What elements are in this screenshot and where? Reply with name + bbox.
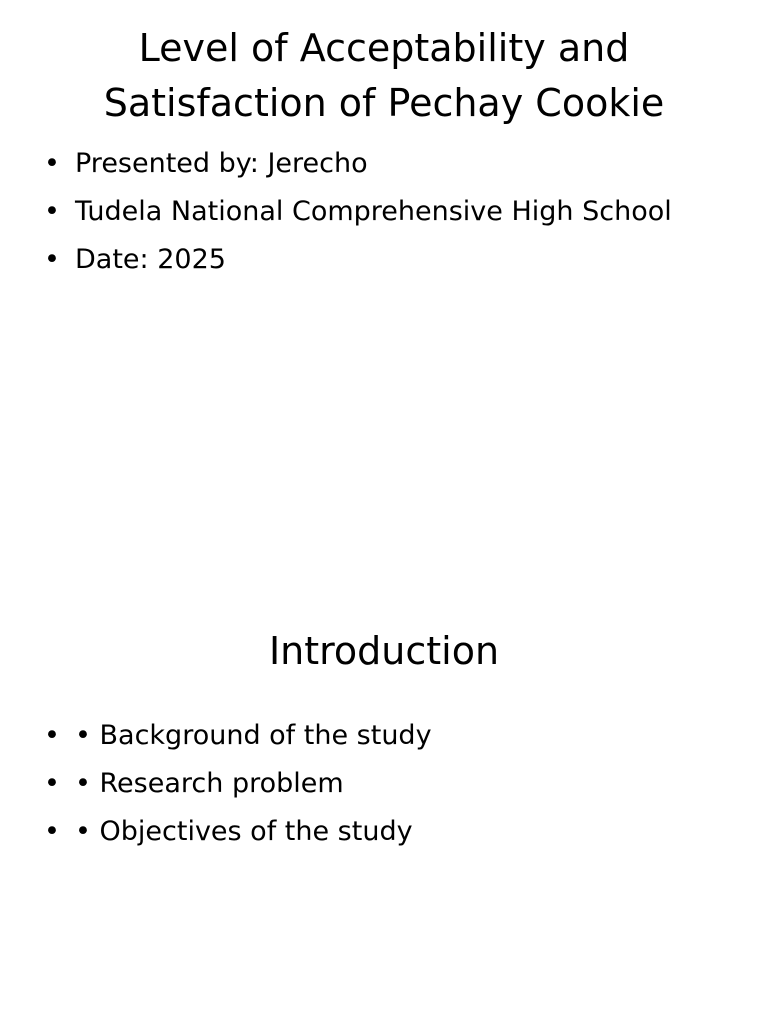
bullet-item-research-problem xyxy=(44,760,744,808)
bullet-text: Tudela National Comprehensive High School xyxy=(75,196,672,227)
bullet-text: Date: 2025 xyxy=(75,244,226,275)
bullet-marker: • xyxy=(44,768,60,799)
title-line-2: Satisfaction of Pechay Cookie xyxy=(103,81,665,125)
bullet-item-school xyxy=(44,188,744,236)
bullet-item-objectives xyxy=(44,808,744,856)
bullet-item-date xyxy=(44,236,744,284)
title-slide-bullet-list xyxy=(44,140,744,284)
bullet-item-background xyxy=(44,712,744,760)
bullet-text: • Objectives of the study xyxy=(75,816,413,847)
bullet-marker: • xyxy=(44,244,60,275)
bullet-item-presenter xyxy=(44,140,744,188)
bullet-text: • Research problem xyxy=(75,768,344,799)
bullet-text: • Background of the study xyxy=(75,720,432,751)
bullet-marker: • xyxy=(44,816,60,847)
slide-introduction-heading: Introduction xyxy=(268,629,500,673)
bullet-marker: • xyxy=(44,148,60,179)
bullet-marker: • xyxy=(44,720,60,751)
slide-title-heading xyxy=(40,21,728,131)
bullet-marker: • xyxy=(44,196,60,227)
title-line-1: Level of Acceptability and xyxy=(138,26,630,70)
introduction-bullet-list xyxy=(44,712,744,856)
bullet-text: Presented by: Jerecho xyxy=(75,148,368,179)
slide-introduction xyxy=(0,512,768,1024)
